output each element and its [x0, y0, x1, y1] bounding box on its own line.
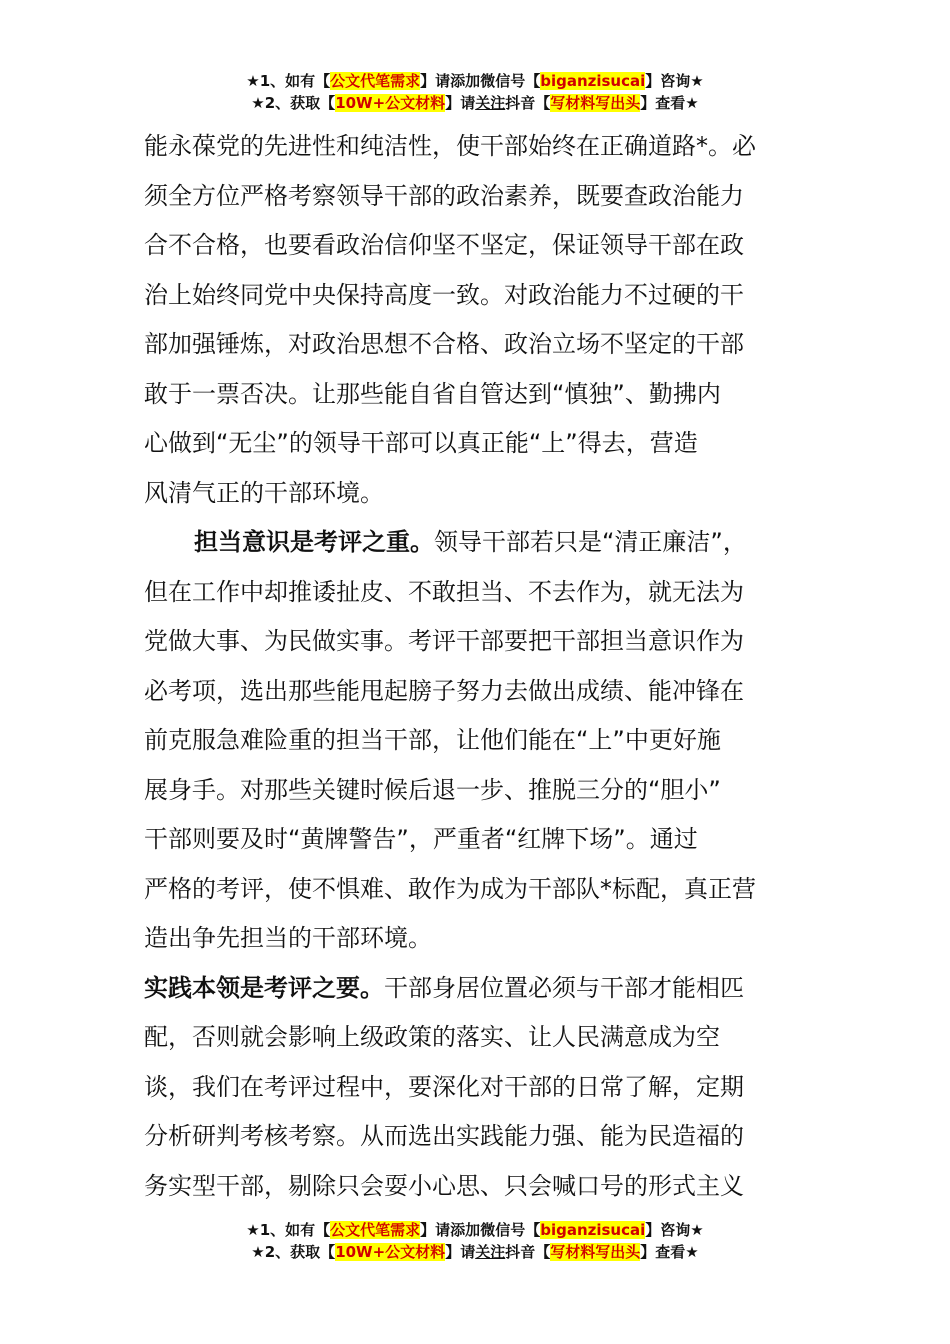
paragraph-first-line — [144, 964, 824, 1014]
highlight-materials: 10W+公文材料 — [335, 94, 446, 112]
notice-text: 】请 — [445, 1243, 476, 1261]
notice-text: 抖音【 — [505, 94, 551, 112]
notice-text: ★1、如有【 — [246, 1221, 331, 1239]
paragraph-first-line — [144, 518, 824, 568]
paragraph-heading: 实践本领是考评之要。 — [144, 973, 384, 1002]
body-line: 干部则要及时“黄牌警告”，严重者“红牌下场”。通过 — [144, 825, 698, 853]
notice-text: 】咨询★ — [645, 72, 704, 90]
highlight-wechat-id: biganzisucai — [540, 1221, 646, 1239]
body-line: 必考项，选出那些能甩起膀子努力去做出成绩、能冲锋在 — [144, 676, 744, 705]
body-line: 造出争先担当的干部环境。 — [144, 924, 432, 952]
body-text: 干部身居位置必须与干部才能相匹 — [384, 973, 744, 1002]
notice-text: 】请添加 — [420, 1221, 481, 1239]
header-notice — [0, 70, 950, 114]
notice-underlined: 关注 — [475, 1243, 506, 1261]
body-line: 治上始终同党中央保持高度一致。对政治能力不过硬的干 — [144, 280, 744, 309]
notice-text: ★2、获取【 — [251, 94, 336, 112]
notice-underlined: 关注 — [475, 94, 506, 112]
notice-text: 】请添加 — [420, 72, 481, 90]
body-line: 党做大事、为民做实事。考评干部要把干部担当意识作为 — [144, 627, 744, 655]
body-line: 部加强锤炼，对政治思想不合格、政治立场不坚定的干部 — [144, 330, 744, 358]
body-line: 能永葆党的先进性和纯洁性，使干部始终在正确道路*。必 — [144, 132, 756, 160]
body-line: 合不合格，也要看政治信仰坚不坚定，保证领导干部在政 — [144, 231, 744, 259]
body-line: 但在工作中却推诿扯皮、不敢担当、不去作为，就无法为 — [144, 577, 744, 606]
notice-line-1 — [0, 70, 950, 92]
notice-line-1 — [0, 1219, 950, 1241]
highlight-douyin: 写材料写出头 — [550, 1243, 641, 1261]
notice-text: 微信号【 — [480, 72, 541, 90]
footer-notice — [0, 1219, 950, 1263]
body-line: 配，否则就会影响上级政策的落实、让人民满意成为空 — [144, 1023, 720, 1051]
body-line: 前克服急难险重的担当干部，让他们能在“上”中更好施 — [144, 726, 721, 754]
notice-text: 】咨询★ — [645, 1221, 704, 1239]
highlight-douyin: 写材料写出头 — [550, 94, 641, 112]
notice-text: 】查看★ — [640, 94, 699, 112]
notice-text: 微信号【 — [480, 1221, 541, 1239]
body-line: 严格的考评，使不惧难、敢作为成为干部队*标配，真正营 — [144, 874, 756, 903]
body-line: 心做到“无尘”的领导干部可以真正能“上”得去，营造 — [144, 429, 698, 457]
body-line: 敢于一票否决。让那些能自省自管达到“慎独”、勤拂内 — [144, 379, 721, 408]
document-body — [144, 122, 824, 1211]
paragraph-heading: 担当意识是考评之重。 — [194, 528, 434, 556]
body-line: 须全方位严格考察领导干部的政治素养，既要查政治能力 — [144, 181, 744, 210]
notice-line-2 — [0, 92, 950, 114]
notice-text: ★1、如有【 — [246, 72, 331, 90]
highlight-service: 公文代笔需求 — [330, 1221, 421, 1239]
body-line: 风清气正的干部环境。 — [144, 478, 384, 507]
body-line: 展身手。对那些关键时候后退一步、推脱三分的“胆小” — [144, 775, 721, 804]
body-line: 分析研判考核考察。从而选出实践能力强、能为民造福的 — [144, 1122, 744, 1150]
body-line: 务实型干部，剔除只会耍小心思、只会喊口号的形式主义 — [144, 1171, 744, 1200]
highlight-service: 公文代笔需求 — [330, 72, 421, 90]
notice-text: 抖音【 — [505, 1243, 551, 1261]
body-text: 领导干部若只是“清正廉洁”， — [434, 528, 747, 556]
highlight-wechat-id: biganzisucai — [540, 72, 646, 90]
body-line: 谈，我们在考评过程中，要深化对干部的日常了解，定期 — [144, 1072, 744, 1101]
highlight-materials: 10W+公文材料 — [335, 1243, 446, 1261]
notice-text: 】请 — [445, 94, 476, 112]
notice-line-2 — [0, 1241, 950, 1263]
notice-text: ★2、获取【 — [251, 1243, 336, 1261]
notice-text: 】查看★ — [640, 1243, 699, 1261]
